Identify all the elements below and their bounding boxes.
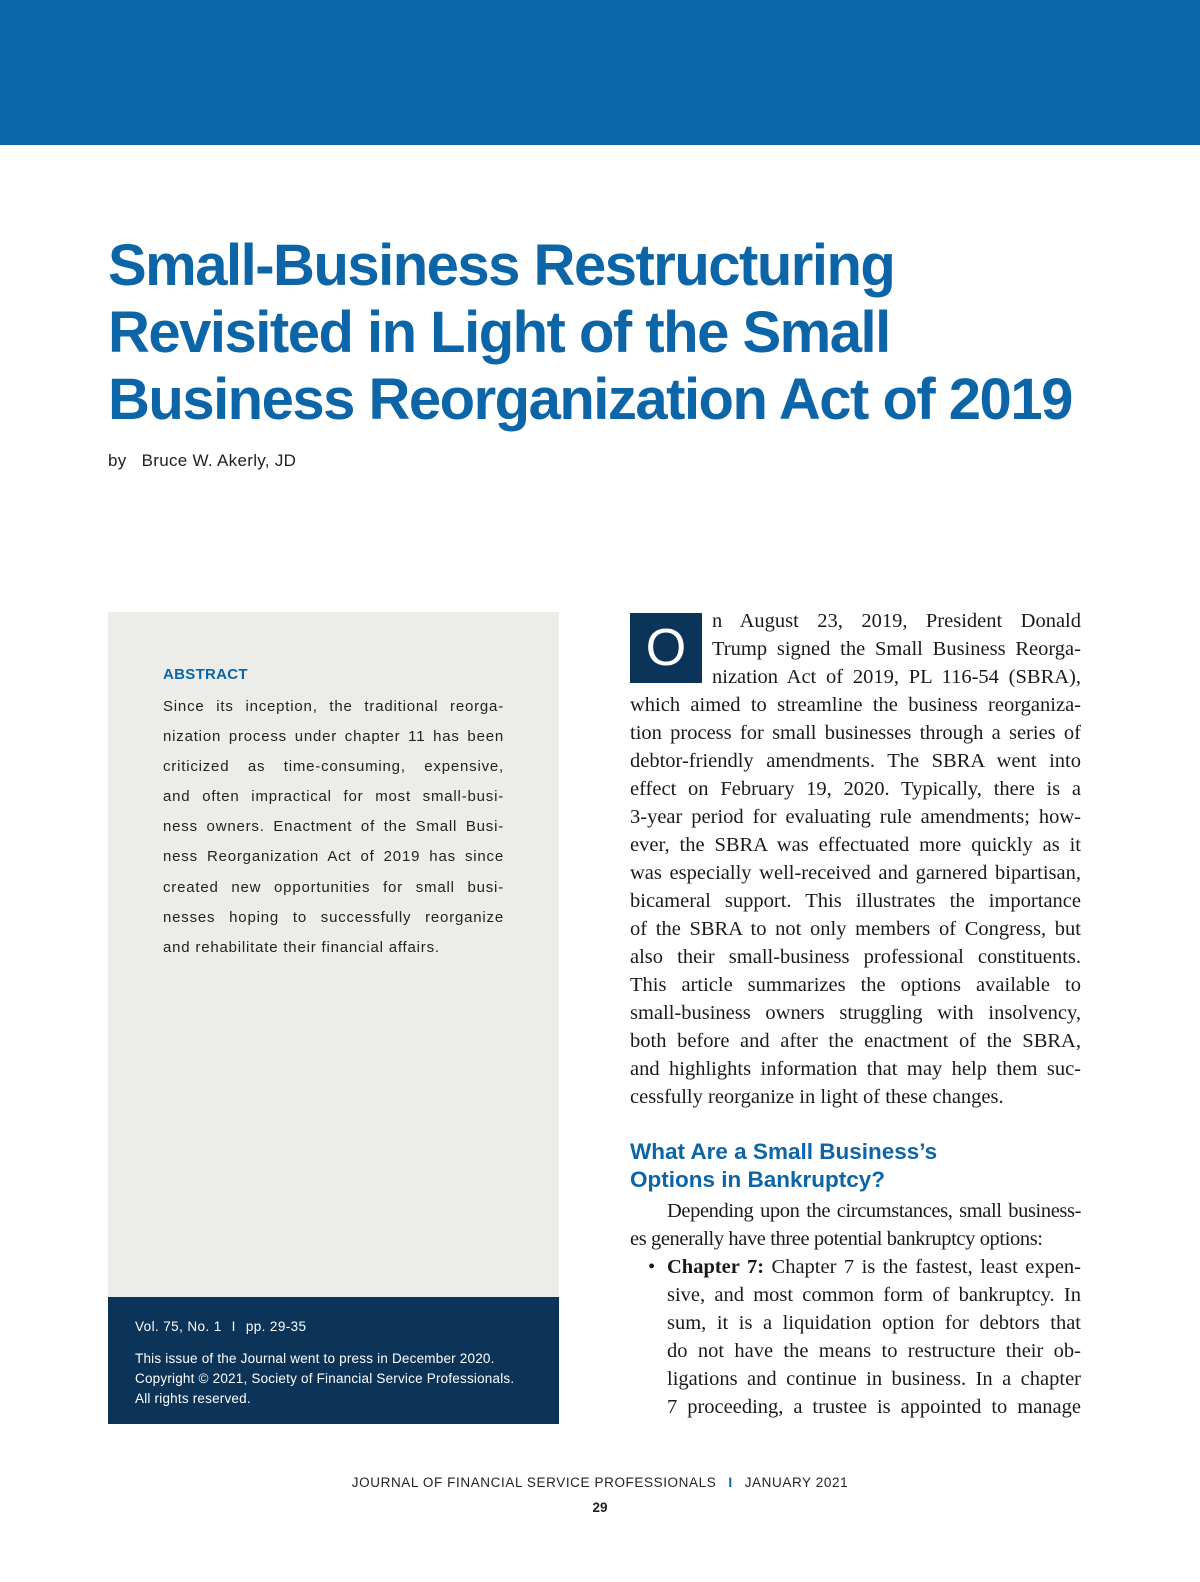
abstract-line: criticized as time-consuming, expensive, [163, 758, 504, 776]
intro-line: tion process for small businesses through a series of [630, 722, 1081, 744]
intro-line: ever, the SBRA was effectuated more quickly as it [630, 834, 1081, 856]
abstract-line: nesses hoping to successfully reorganize [163, 908, 504, 926]
intro-line: 3-year period for evaluating rule amendments; how- [630, 806, 1081, 828]
abstract-line: ness Reorganization Act of 2019 has since [163, 848, 504, 866]
intro-line: small-business owners struggling with insolvency, [630, 1002, 1081, 1024]
intro-paragraph [630, 691, 1081, 1111]
page-footer [0, 1475, 1200, 1490]
options-paragraph [630, 1197, 1081, 1253]
press-line: This issue of the Journal went to press in December 2020. [135, 1351, 495, 1366]
title-line: Revisited in Light of the Small [108, 300, 890, 365]
bullet-text: Chapter 7 is the fastest, least expen- [764, 1256, 1082, 1278]
section-heading [630, 1138, 937, 1194]
rights-line: All rights reserved. [135, 1391, 251, 1406]
bullet-line: do not have the means to restructure their ob- [667, 1340, 1081, 1362]
intro-line: and highlights information that may help them suc- [630, 1058, 1081, 1080]
intro-line: This article summarizes the options available to [630, 974, 1081, 996]
chapter7-bullet [667, 1253, 1081, 1421]
drop-cap: O [630, 613, 702, 683]
bullet-line: ligations and continue in business. In a chapter [667, 1368, 1081, 1390]
abstract-line: created new opportunities for small busi- [163, 878, 504, 896]
abstract-text [163, 692, 504, 963]
abstract-heading: ABSTRACT [163, 666, 248, 683]
paragraph-line: Depending upon the circumstances, small business- [667, 1200, 1081, 1222]
byline-prefix: by [108, 451, 127, 470]
volume-number: Vol. 75, No. 1 [135, 1319, 222, 1334]
intro-line: nization Act of 2019, PL 116-54 (SBRA), [712, 666, 1081, 688]
page-range: pp. 29-35 [245, 1319, 307, 1334]
press-copyright-notice [135, 1349, 555, 1409]
page-number: 29 [592, 1500, 608, 1515]
intro-line: both before and after the enactment of the SBRA, [630, 1030, 1081, 1052]
title-line: Business Reorganization Act of 2019 [108, 367, 1072, 432]
abstract-line: ness owners. Enactment of the Small Busi- [163, 818, 504, 836]
bullet-line: sum, it is a liquidation option for debtors that [667, 1312, 1081, 1334]
intro-line: was especially well-received and garnered bipartisan, [630, 862, 1081, 884]
intro-line: Trump signed the Small Business Reorga- [712, 638, 1081, 660]
author-name: Bruce W. Akerly, JD [141, 451, 297, 470]
issue-info-box [108, 1297, 559, 1424]
bullet-marker: • [648, 1256, 656, 1278]
intro-line: debtor-friendly amendments. The SBRA went into [630, 750, 1081, 772]
intro-paragraph-top [712, 607, 1081, 691]
intro-line: effect on February 19, 2020. Typically, there is a [630, 778, 1081, 800]
byline [108, 451, 296, 471]
article-title [108, 232, 1108, 433]
intro-line: of the SBRA to not only members of Congress, but [630, 918, 1081, 940]
volume-pages [135, 1319, 306, 1334]
paragraph-line: es generally have three potential bankruptcy options: [630, 1228, 1043, 1250]
bullet-line: 7 proceeding, a trustee is appointed to manage [667, 1396, 1081, 1418]
issue-date: JANUARY 2021 [744, 1475, 849, 1490]
intro-line: n August 23, 2019, President Donald [712, 610, 1081, 632]
intro-line: also their small-business professional constituents. [630, 946, 1081, 968]
intro-line: cessfully reorganize in light of these changes. [630, 1086, 1004, 1108]
intro-line: which aimed to streamline the business reorganiza- [630, 694, 1081, 716]
volume-separator: I [231, 1319, 236, 1334]
copyright-line: Copyright © 2021, Society of Financial Service Professionals. [135, 1371, 515, 1386]
abstract-box [108, 612, 559, 1297]
footer-separator: I [728, 1475, 733, 1490]
section-heading-line: What Are a Small Business’s [630, 1139, 938, 1164]
intro-line: bicameral support. This illustrates the importance [630, 890, 1081, 912]
title-line: Small-Business Restructuring [108, 233, 895, 298]
section-heading-line: Options in Bankruptcy? [630, 1167, 886, 1192]
abstract-line: and often impractical for most small-busi- [163, 788, 504, 806]
abstract-line: and rehabilitate their financial affairs. [163, 938, 440, 956]
abstract-line: Since its inception, the traditional reorga- [163, 698, 504, 715]
bullet-term: Chapter 7: [667, 1256, 765, 1278]
bullet-line [667, 1253, 1081, 1281]
abstract-line: nization process under chapter 11 has been [163, 728, 504, 746]
bullet-line: sive, and most common form of bankruptcy. In [667, 1284, 1081, 1306]
header-band [0, 0, 1200, 145]
journal-name: JOURNAL OF FINANCIAL SERVICE PROFESSIONALS [351, 1475, 717, 1490]
